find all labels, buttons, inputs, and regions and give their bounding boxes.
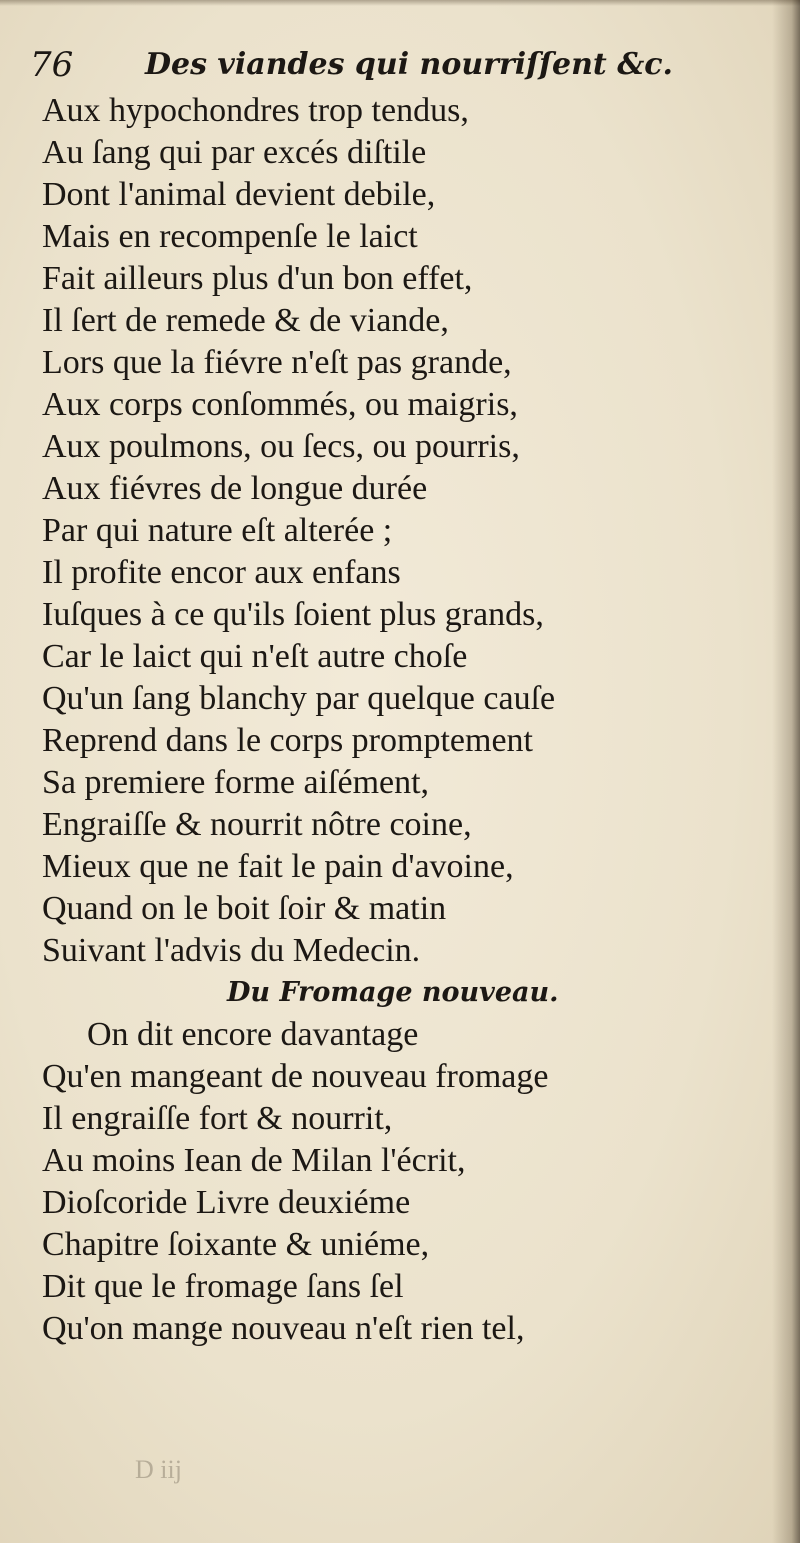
signature-mark: D iij bbox=[135, 1455, 182, 1484]
verse-line: Chapitre ſoixante & uniéme, bbox=[42, 1226, 430, 1263]
verse-line: Suivant l'advis du Medecin. bbox=[42, 932, 421, 969]
section-title: Du Fromage nouveau. bbox=[227, 977, 559, 1008]
page-gutter-shadow bbox=[772, 0, 800, 1543]
verse-line: Aux hypochondres trop tendus, bbox=[42, 92, 469, 129]
verse-line: Lors que la fiévre n'eſt pas grande, bbox=[42, 344, 512, 381]
verse-line: Il profite encor aux enfans bbox=[42, 554, 401, 591]
verse-line: Mais en recompenſe le laict bbox=[42, 218, 418, 255]
page-number: 76 bbox=[30, 45, 74, 85]
verse-line: Aux poulmons, ou ſecs, ou pourris, bbox=[42, 428, 520, 465]
verse-line: Fait ailleurs plus d'un bon effet, bbox=[42, 260, 473, 297]
verse-line: Par qui nature eſt alterée ; bbox=[42, 512, 393, 549]
poem-text bbox=[42, 90, 742, 1350]
verse-line: Qu'un ſang blanchy par quelque cauſe bbox=[42, 680, 556, 717]
verse-line: Il ſert de remede & de viande, bbox=[42, 302, 449, 339]
verse-line: Dioſcoride Livre deuxiéme bbox=[42, 1184, 411, 1221]
verse-line: Aux corps conſommés, ou maigris, bbox=[42, 386, 518, 423]
running-head: Des viandes qui nourriſſent &c. bbox=[145, 47, 673, 82]
verse-line: Quand on le boit ſoir & matin bbox=[42, 890, 447, 927]
verse-line: Au ſang qui par excés diſtile bbox=[42, 134, 427, 171]
verse-line: Reprend dans le corps promptement bbox=[42, 722, 533, 759]
page-header bbox=[30, 40, 720, 90]
verse-line: On dit encore davantage bbox=[87, 1016, 419, 1053]
verse-line: Sa premiere forme aiſément, bbox=[42, 764, 430, 801]
verse-line: Dit que le fromage ſans ſel bbox=[42, 1268, 404, 1305]
verse-line: Qu'on mange nouveau n'eſt rien tel, bbox=[42, 1310, 525, 1347]
verse-line: Dont l'animal devient debile, bbox=[42, 176, 436, 213]
verse-line: Iuſques à ce qu'ils ſoient plus grands, bbox=[42, 596, 544, 633]
verse-line: Qu'en mangeant de nouveau fromage bbox=[42, 1058, 549, 1095]
verse-line: Car le laict qui n'eſt autre choſe bbox=[42, 638, 468, 675]
verse-line: Engraiſſe & nourrit nôtre coine, bbox=[42, 806, 472, 843]
page-top-edge bbox=[0, 0, 800, 6]
verse-line: Aux fiévres de longue durée bbox=[42, 470, 428, 507]
verse-line: Mieux que ne fait le pain d'avoine, bbox=[42, 848, 514, 885]
verse-line: Il engraiſſe fort & nourrit, bbox=[42, 1100, 393, 1137]
verse-line: Au moins Iean de Milan l'écrit, bbox=[42, 1142, 466, 1179]
